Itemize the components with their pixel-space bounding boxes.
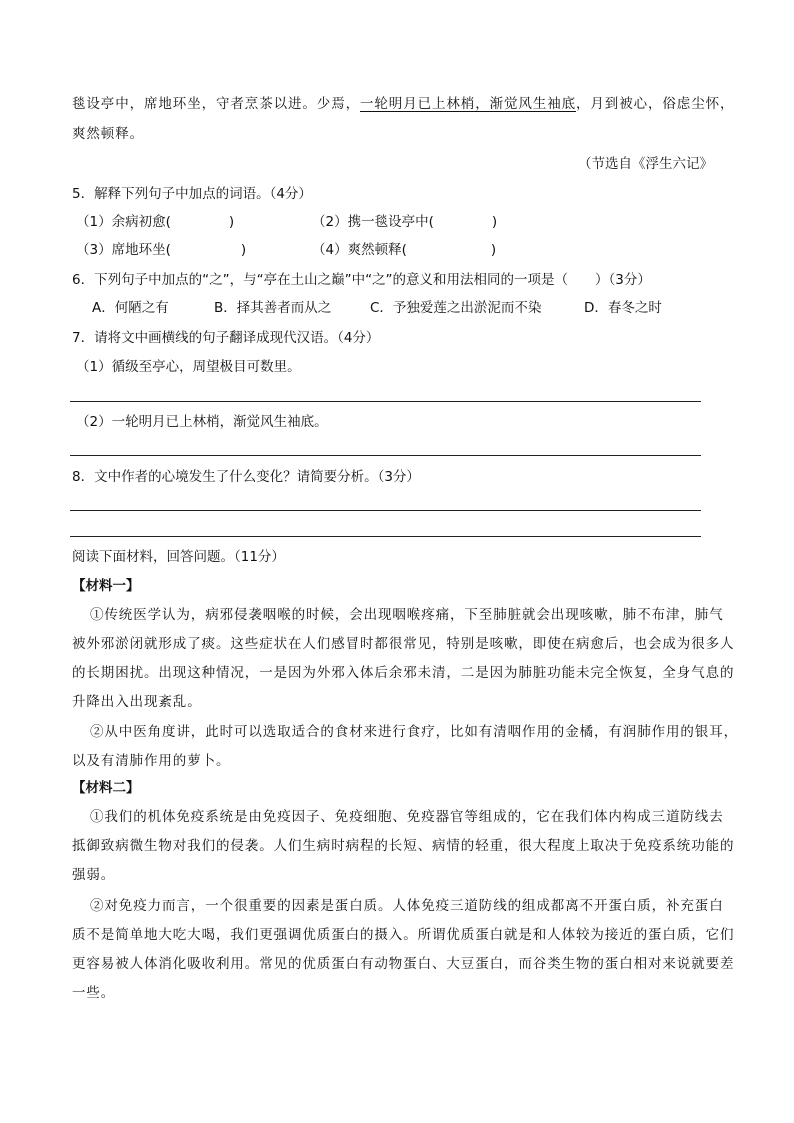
q6-option-c[interactable]: C．予独爱莲之出淤泥而不染 (370, 300, 542, 316)
underlined-sentence: 一轮明月已上林梢，渐觉风生袖底 (360, 96, 576, 112)
q7-sub1: （1）循级至亭心，周望极目可数里。 (76, 359, 301, 375)
passage-line-1 (72, 94, 734, 114)
q5-item-2 (312, 212, 497, 232)
q5-item-3 (76, 240, 246, 260)
q5-item-close: ) (240, 242, 247, 258)
m2-p2-line: 质不是简单地大吃大喝，我们更强调优质蛋白的摄入。所谓优质蛋白就是和人体较为接近的蛋白质，它们 (72, 927, 735, 943)
m1-p1-line: 被外邪淤闭就形成了痰。这些症状在人们感冒时都很常见，特别是咳嗽，即使在病愈后，也会成为很多人 (72, 636, 735, 652)
material-2-title: 【材料二】 (72, 780, 140, 796)
q5-item-label: （2）携一毯设亭中( (312, 214, 434, 230)
m1-p1-line: 升降出入出现紊乱。 (72, 694, 202, 710)
answer-line[interactable] (70, 401, 701, 402)
q5-item-label: （1）余病初愈( (76, 214, 171, 230)
m2-p2-line: ②对免疫力而言，一个很重要的因素是蛋白质。人体免疫三道防线的组成都离不开蛋白质，补充蛋白 (90, 898, 724, 914)
material-1-title: 【材料一】 (72, 578, 140, 594)
m1-p2-line: ②从中医角度讲，此时可以选取适合的食材来进行食疗，比如有清咽作用的金橘，有润肺作用的银耳， (90, 724, 738, 740)
q5-item-label: （3）席地环坐( (76, 242, 171, 258)
q6-option-a[interactable]: A．何陋之有 (92, 300, 169, 316)
q6-option-d[interactable]: D．春冬之时 (584, 300, 662, 316)
q5-item-4 (312, 240, 496, 260)
reading-intro: 阅读下面材料，回答问题。（11分） (72, 549, 285, 565)
m2-p2-line: 一些。 (72, 985, 116, 1001)
m1-p1-line: ①传统医学认为，病邪侵袭咽喉的时候，会出现咽喉疼痛，下至肺脏就会出现咳嗽，肺不布津，肺气 (90, 607, 724, 623)
q7-sub2: （2）一轮明月已上林梢，渐觉风生袖底。 (76, 414, 328, 430)
m2-p1-line: 强弱。 (72, 867, 116, 883)
m2-p1-line: 抵御致病微生物对我们的侵袭。人们生病时病程的长短、病情的轻重，很大程度上取决于免疫系统功能的 (72, 838, 735, 854)
m1-p2-line: 以及有清肺作用的萝卜。 (72, 753, 231, 769)
q6-stem: 6．下列句子中加点的“之”，与“亭在土山之巅”中“之”的意义和用法相同的一项是（ ）（3分） (72, 272, 651, 288)
answer-line[interactable] (70, 536, 701, 537)
q5-item-close: ) (491, 214, 498, 230)
passage-text: ，月到被心，俗虑尘怀， (576, 96, 735, 112)
q5-item-close: ) (490, 242, 497, 258)
q7-stem: 7．请将文中画横线的句子翻译成现代汉语。（4分） (72, 330, 380, 346)
q5-stem: 5．解释下列句子中加点的词语。（4分） (72, 186, 312, 202)
answer-line[interactable] (70, 510, 701, 511)
answer-line[interactable] (70, 455, 701, 456)
m2-p1-line: ①我们的机体免疫系统是由免疫因子、免疫细胞、免疫器官等组成的，它在我们体内构成三道防线去 (90, 809, 724, 825)
m1-p1-line: 的长期困扰。出现这种情况，一是因为外邪入体后余邪未清，二是因为肺脏功能未完全恢复，全身气息的 (72, 665, 735, 681)
q8-stem: 8．文中作者的心境发生了什么变化？请简要分析。（3分） (72, 469, 420, 485)
q5-item-close: ) (228, 214, 235, 230)
passage-source: （节选自《浮生六记》 (578, 156, 713, 172)
passage-text: 毯设亭中，席地环坐，守者烹茶以进。少焉， (72, 96, 360, 112)
passage-line-2: 爽然顿释。 (72, 126, 144, 142)
q5-item-1 (76, 212, 234, 232)
q5-item-label: （4）爽然顿释( (312, 242, 407, 258)
q6-option-b[interactable]: B．择其善者而从之 (214, 300, 332, 316)
m2-p2-line: 更容易被人体消化吸收利用。常见的优质蛋白有动物蛋白、大豆蛋白，而谷类生物的蛋白相对来说就要差 (72, 956, 735, 972)
